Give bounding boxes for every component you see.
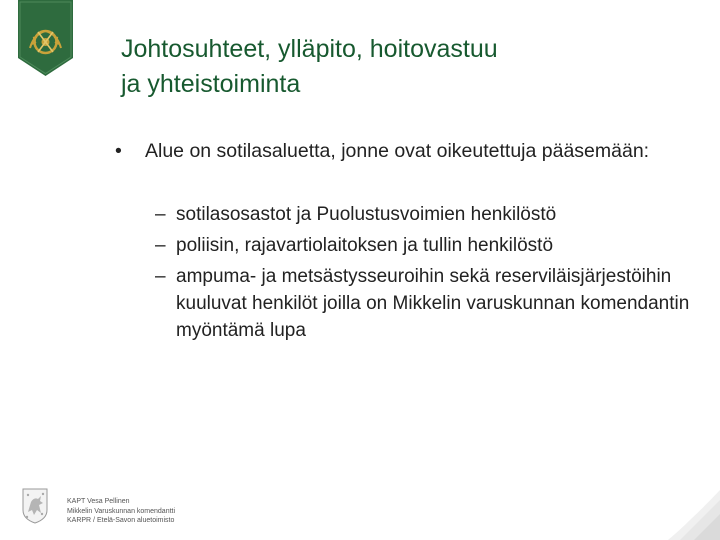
sub-item-text: poliisin, rajavartiolaitoksen ja tullin henkilöstö <box>176 235 554 256</box>
main-bullet <box>115 136 695 166</box>
bullet-text: Alue on sotilasaluetta, jonne ovat oikeutettuja pääsemään: <box>145 140 650 162</box>
slide-title <box>121 32 681 102</box>
title-line-2: ja yhteistoiminta <box>121 70 301 98</box>
footer-line-2: Mikkelin Varuskunnan komendantti <box>67 507 176 515</box>
dash-marker: – <box>155 235 166 256</box>
army-emblem-icon <box>18 0 73 76</box>
sub-item <box>155 232 695 259</box>
sub-item <box>155 201 695 228</box>
sub-item <box>155 263 695 344</box>
sub-list <box>155 201 695 348</box>
lion-crest-icon <box>22 488 48 524</box>
footer-info <box>67 497 175 526</box>
footer-line-1: KAPT Vesa Pellinen <box>67 498 130 505</box>
sub-item-text: ampuma- ja metsästysseuroihin sekä reserviläisjärjestöihin kuuluvat henkilöt joilla on Mikkelin varuskunnan komendantin myöntämä lupa <box>176 266 690 341</box>
dash-marker: – <box>155 204 166 225</box>
sub-item-text: sotilasosastot ja Puolustusvoimien henkilöstö <box>176 204 557 225</box>
dash-marker: – <box>155 266 166 287</box>
footer-line-3: KARPR / Etelä-Savon aluetoimisto <box>67 517 175 524</box>
bullet-marker: • <box>115 140 122 162</box>
corner-decoration <box>660 480 720 540</box>
title-line-1: Johtosuhteet, ylläpito, hoitovastuu <box>121 35 498 63</box>
